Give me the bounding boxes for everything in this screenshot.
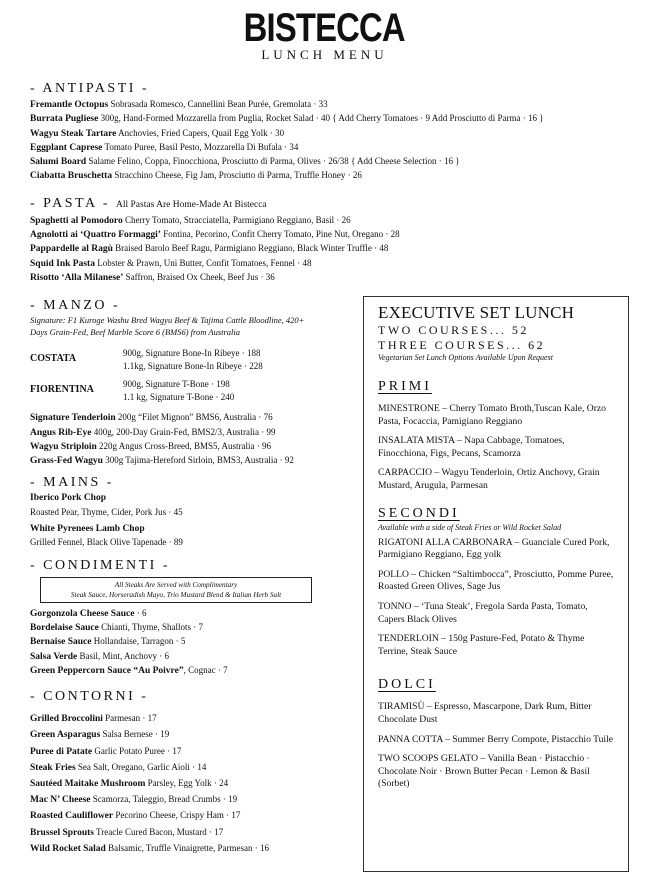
item-name: Steak Fries [30,762,76,773]
item-name: Puree di Patate [30,746,93,757]
item-desc: Anchovies, Fried Capers, Quail Egg Yolk · 30 [116,127,285,138]
item-desc: Lobster & Prawn, Uni Butter, Confit Tomatoes, Fennel · 48 [94,257,312,268]
set-dish: INSALATA MISTA – Napa Cabbage, Tomatoes, Finocchiona, Figs, Pecans, Scamorza [378,435,565,459]
condimenti-heading: - CONDIMENTI - [30,557,170,573]
item-name: Salsa Verde [30,651,78,662]
item-name: Salumi Board [30,157,87,168]
item-desc: Roasted Pear, Thyme, Cider, Pork Jus · 45 [30,506,183,517]
cut-options [123,378,234,403]
item-name: Fremantle Octopus [30,100,109,110]
menu-item [30,169,620,183]
manzo-signature: Signature: F1 Kuroge Washu Bred Wagyu Beef & Tajima Cattle Bloodline, 420+ Days Grain-Fed, Beef Marble Score 6 (BMS6) from Australia [30,315,305,337]
item-desc: , Cognac · 7 [183,664,228,675]
antipasti-list [30,98,620,184]
condimenti-note: All Steaks Are Served with Complimentary [114,580,238,589]
vegetarian-note: Vegetarian Set Lunch Options Available Upon Request [378,353,553,362]
item-name: Iberico Pork Chop [30,493,106,504]
two-courses-price: TWO COURSES... 52 [378,323,529,337]
primi-heading: PRIMI [378,379,432,394]
menu-item [30,257,620,271]
item-desc: Garlic Potato Puree · 17 [92,745,182,756]
item-name: Mac N’ Cheese [30,795,91,806]
menu-item [30,271,620,285]
set-dish: MINESTRONE – Cherry Tomato Broth,Tuscan Kale, Orzo Pasta, Focaccia, Pamigiano Reggiano [378,403,606,427]
menu-item [30,155,620,169]
set-dish: TWO SCOOPS GELATO – Vanilla Bean · Pistacchio · Chocolate Noir · Brown Butter Pecan · Lemon & Basil (Sorbet) [378,753,590,790]
item-desc: 220g Angus Cross-Breed, BMS5, Australia · 96 [96,440,272,451]
pasta-note: All Pastas Are Home-Made At Bistecca [116,199,267,210]
pasta-title: - PASTA - [30,195,110,211]
contorni-heading: - CONTORNI - [30,689,149,705]
set-dish: CARPACCIO – Wagyu Tenderloin, Ortiz Anchovy, Grain Mustard, Arugula, Parmesan [378,467,600,491]
menu-item [30,214,620,228]
item-name: Eggplant Caprese [30,142,103,153]
item-desc: Treacle Cured Bacon, Mustard · 17 [93,826,224,837]
set-dish: RIGATONI ALLA CARBONARA – Guanciale Cured Pork, Parmigiano Reggiano, Egg yolk [378,536,610,561]
item-desc: Parsley, Egg Yolk · 24 [145,777,229,788]
menu-item [30,98,620,112]
item-desc: Scamorza, Taleggio, Bread Crumbs · 19 [90,794,238,805]
set-dish: TIRAMISÙ – Espresso, Mascarpone, Dark Rum, Bitter Chocolate Dust [378,701,592,725]
menu-item [30,228,620,242]
item-desc: Salsa Bernese · 19 [100,729,170,740]
item-desc: · 6 [134,607,147,618]
item-name: Brussel Sprouts [30,827,94,838]
item-desc: Cherry Tomato, Stracciatella, Parmigiano Reggiano, Basil · 26 [122,214,351,225]
set-lunch-box [363,296,629,872]
item-name: Ciabatta Bruschetta [30,171,113,182]
item-desc: Pecorino Cheese, Crispy Ham · 17 [113,810,241,821]
mains-heading: - MAINS - [30,475,114,491]
item-name: Sautéed Maitake Mushroom [30,778,146,789]
manzo-heading: - MANZO - [30,298,121,314]
item-desc: Fontina, Pecorino, Confit Cherry Tomato, Pine Nut, Oregano · 28 [160,229,400,240]
item-desc: Sea Salt, Oregano, Garlic Aioli · 14 [75,761,207,772]
item-name: Green Asparagus [30,730,101,741]
menu-item [30,112,620,126]
condimenti-note-box [40,577,312,603]
secondi-note: Available with a side of Steak Fries or Wild Rocket Salad [378,522,562,532]
item-name: Grass-Fed Wagyu [30,456,103,467]
item-name: Bordelaise Sauce [30,622,99,633]
item-name: Signature Tenderloin [30,413,116,424]
item-name: Gorgonzola Cheese Sauce [30,608,135,619]
item-name: Burrata Pugliese [30,114,99,125]
item-desc: 300g Tajima-Hereford Sirloin, BMS3, Australia · 92 [102,455,294,466]
antipasti-heading: - ANTIPASTI - [30,81,150,96]
secondi-heading: SECONDI [378,505,460,521]
item-name: Bernaise Sauce [30,637,92,648]
item-desc: Salame Felino, Coppa, Finocchiona, Prosciutto di Parma, Olives · 26/38 { Add Cheese Selection · 16 } [86,156,460,167]
item-desc: 200g “Filet Mignon” BMS6, Australia · 76 [115,412,273,423]
item-name: Agnolotti ai ‘Quattro Formaggi’ [30,230,161,241]
item-desc: Grilled Fennel, Black Olive Tapenade · 89 [30,537,183,548]
item-name: Pappardelle al Ragù [30,244,113,255]
item-name: Wild Rocket Salad [30,843,106,854]
item-desc: Tomato Puree, Basil Pesto, Mozzarella Di Bufala · 34 [102,141,299,152]
item-name: Roasted Cauliflower [30,811,114,822]
item-name: Angus Rib-Eye [30,427,92,438]
item-desc: Balsamic, Truffle Vinaigrette, Parmesan · 16 [105,842,269,853]
item-name: Squid Ink Pasta [30,258,95,269]
item-desc: Saffron, Braised Ox Cheek, Beef Jus · 36 [123,271,275,282]
pasta-list [30,214,620,285]
cut-name: COSTATA [30,353,77,365]
item-desc: Basil, Mint, Anchovy · 6 [77,650,169,661]
item-desc: 300g, Hand-Formed Mozzarella from Puglia, Rocket Salad · 40 { Add Cherry Tomatoes · 9 Add Prosciutto di Parma · 16 } [98,113,544,124]
set-lunch-title: EXECUTIVE SET LUNCH [378,303,575,322]
menu-item [30,141,620,155]
cut-option: 1.1kg, Signature Bone-In Ribeye · 228 [123,360,263,371]
item-name: Grilled Broccolini [30,714,103,725]
cut-options [123,347,263,372]
brand-logo: BISTECCA [243,6,406,50]
item-name: Wagyu Striploin [30,441,97,452]
set-dish: POLLO – Chicken “Saltimbocca”, Prosciutto, Pomme Puree, Roasted Green Olives, Sage Jus [378,568,614,593]
item-name: Spaghetti al Pomodoro [30,215,123,226]
dolci-heading: DOLCI [378,677,436,693]
menu-header [0,6,649,62]
condimenti-note: Steak Sauce, Horseradish Mayo, Trio Mustard Blend & Italian Herb Salt [70,590,282,599]
item-name: White Pyrenees Lamb Chop [30,524,145,535]
item-desc: Braised Barolo Beef Ragu, Parmigiano Reggiano, Black Winter Truffle · 48 [112,243,389,254]
set-dish: TENDERLOIN – 150g Pasture-Fed, Potato & Thyme Terrine, Steak Sauce [378,633,585,657]
menu-subtitle: LUNCH MENU [261,47,388,62]
set-dish: PANNA COTTA – Summer Berry Compote, Pistacchio Tuile [378,733,613,745]
item-name: Green Peppercorn Sauce “Au Poivre” [30,665,184,676]
item-desc: Hollandaise, Tarragon · 5 [91,636,186,647]
menu-item [30,127,620,141]
item-desc: Chianti, Thyme, Shallots · 7 [98,621,203,632]
pasta-heading [30,195,620,214]
item-desc: Parmesan · 17 [102,713,157,724]
menu-item [30,242,620,256]
cut-option: 900g, Signature Bone-In Ribeye · 188 [123,348,261,359]
item-desc: Stracchino Cheese, Fig Jam, Prosciutto di Parma, Truffle Honey · 26 [112,170,362,181]
cut-name: FIORENTINA [30,384,94,396]
set-dish: TONNO – ‘Tuna Steak’, Fregola Sarda Pasta, Tomato, Capers Black Olives [378,600,588,625]
three-courses-price: THREE COURSES... 62 [378,337,546,352]
item-desc: 400g, 200-Day Grain-Fed, BMS2/3, Australia · 99 [91,426,276,437]
item-name: Risotto ‘Alla Milanese’ [30,272,124,283]
item-name: Wagyu Steak Tartare [30,128,117,139]
cut-option: 900g, Signature T-Bone · 198 [123,379,230,390]
item-desc: Sobrasada Romesco, Cannellini Bean Purée, Gremolata · 33 [108,99,328,109]
cut-option: 1.1 kg, Signature T-Bone · 240 [123,391,235,402]
